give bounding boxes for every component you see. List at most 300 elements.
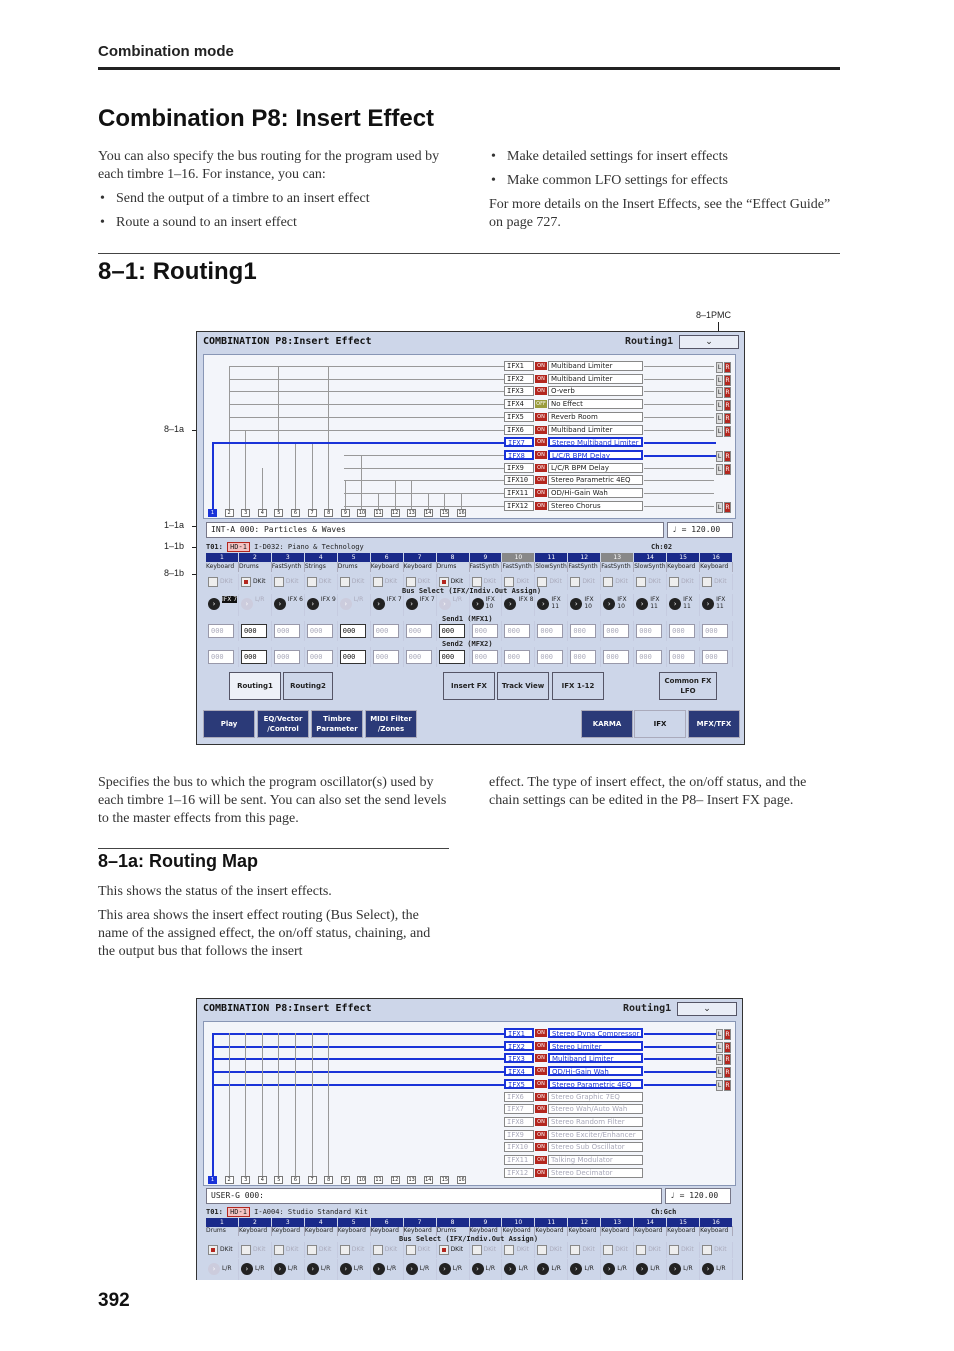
ifx-onoff-badge[interactable]: ON (535, 1029, 547, 1037)
bus-select-cell[interactable] (371, 594, 404, 616)
bus-select-arrow-button[interactable]: › (472, 598, 484, 610)
bus-select-cell[interactable] (239, 1259, 272, 1280)
timbre-select-button[interactable]: 7 (308, 1176, 317, 1184)
bus-select-arrow-button[interactable]: › (340, 1263, 352, 1275)
bus-select-arrow-button[interactable]: › (504, 598, 516, 610)
ifx-slot-1[interactable] (504, 361, 644, 371)
bus-select-arrow-button[interactable]: › (439, 1263, 451, 1275)
send1-cell[interactable] (667, 621, 700, 641)
tab-track-view[interactable]: Track View (497, 672, 549, 700)
dkit-checkbox[interactable] (472, 1245, 482, 1255)
dkit-checkbox[interactable] (504, 577, 514, 587)
send1-cell[interactable] (338, 621, 371, 641)
bus-select-cell[interactable] (667, 594, 700, 616)
tab-ifx-1-12[interactable]: IFX 1-12 (552, 672, 604, 700)
bus-select-cell[interactable] (206, 1259, 239, 1280)
ifx-slot-3[interactable] (504, 1053, 644, 1063)
screen2-page-name: Routing1 (623, 1003, 672, 1014)
bus-select-cell[interactable] (667, 1259, 700, 1280)
bus-select-arrow-button[interactable]: › (406, 1263, 418, 1275)
ifx-onoff-badge[interactable]: ON (535, 387, 547, 395)
bus-select-arrow-button[interactable]: › (669, 1263, 681, 1275)
timbre-select-button[interactable]: 1 (208, 1176, 217, 1184)
bus-select-arrow-button[interactable]: › (241, 598, 253, 610)
timbre-select-button[interactable]: 10 (358, 1177, 366, 1183)
lr-output (716, 451, 732, 460)
ifx-output-line (644, 1033, 716, 1035)
tab-common-fx-lfo[interactable]: Common FX LFO (659, 672, 717, 700)
ifx-slot-7[interactable] (504, 437, 644, 447)
send2-cell[interactable] (272, 647, 305, 667)
ifx-output-line (644, 506, 714, 507)
bus-select-arrow-button[interactable]: › (570, 598, 582, 610)
send1-cell[interactable] (404, 621, 437, 641)
bus-select-cell[interactable] (634, 1259, 667, 1280)
send2-cell[interactable] (502, 647, 535, 667)
ifx-slot-9[interactable] (504, 463, 644, 473)
send2-cell[interactable] (667, 647, 700, 667)
page-tab-ifx[interactable]: IFX (634, 710, 686, 738)
ifx-slot-6[interactable] (504, 425, 644, 435)
send2-cell[interactable] (305, 647, 338, 667)
send2-level-field[interactable]: 000 (472, 650, 498, 664)
send1-level-field[interactable]: 000 (208, 624, 234, 638)
ifx-onoff-badge[interactable]: ON (535, 489, 547, 497)
timbre-select-button[interactable]: 5 (274, 1176, 283, 1184)
send2-level-field[interactable]: 000 (439, 650, 465, 664)
timbre-select-button[interactable]: 11 (375, 1177, 382, 1183)
bus-select-arrow-button[interactable]: › (241, 1263, 253, 1275)
timbre-select-button[interactable]: 15 (441, 510, 449, 516)
timbre-select-button[interactable]: 13 (408, 510, 415, 516)
dkit-checkbox[interactable] (603, 1245, 613, 1255)
bus-select-cell[interactable] (700, 594, 733, 616)
ifx-onoff-badge[interactable]: ON (535, 375, 547, 383)
dkit-checkbox[interactable] (241, 577, 251, 587)
bus-select-cell[interactable] (338, 1259, 371, 1280)
timbre-select-button[interactable]: 1 (208, 509, 217, 517)
bus-select-value: L/R (584, 1265, 594, 1272)
ifx-onoff-badge[interactable]: ON (535, 502, 547, 510)
page-tab-play[interactable]: Play (203, 710, 255, 738)
bus-select-cell[interactable] (700, 1259, 733, 1280)
ifx-output-line (644, 1084, 716, 1086)
bus-select-cell[interactable] (305, 594, 338, 616)
dkit-checkbox[interactable] (406, 577, 416, 587)
dkit-label: DKit (648, 1246, 661, 1253)
bus-select-cell[interactable] (634, 594, 667, 616)
send1-level-field[interactable]: 000 (570, 624, 596, 638)
bus-select-value: L/R (452, 1265, 463, 1272)
send2-level-field[interactable]: 000 (570, 650, 596, 664)
bus-vertical-line (312, 1033, 313, 1176)
page-tab-mfx-tfx[interactable]: MFX/TFX (688, 710, 740, 738)
bus-select-cell[interactable] (601, 594, 634, 616)
send2-level-field[interactable]: 000 (702, 650, 728, 664)
send1-level-field[interactable]: 000 (603, 624, 629, 638)
send1-cell[interactable] (568, 621, 601, 641)
ifx-output-line (644, 1058, 716, 1060)
send1-level-field[interactable]: 000 (406, 624, 432, 638)
timbre-select-button[interactable]: 6 (291, 509, 300, 517)
ifx-onoff-badge[interactable]: ON (535, 1169, 547, 1177)
bus-select-value: L/R (419, 1265, 430, 1272)
page-tab-karma[interactable]: KARMA (581, 710, 633, 738)
timbre-select-button[interactable]: 12 (391, 510, 399, 516)
send1-level-field[interactable]: 000 (274, 624, 300, 638)
ifx-effect-name: Multiband Limiter (548, 425, 643, 435)
timbre-select-button[interactable]: 2 (225, 1176, 234, 1184)
send2-level-field[interactable]: 000 (636, 650, 662, 664)
send1-level-field[interactable]: 000 (373, 624, 399, 638)
tab-insert-fx[interactable]: Insert FX (443, 672, 495, 700)
bus-select-arrow-button[interactable]: › (702, 1263, 714, 1275)
timbre-select-button[interactable]: 7 (308, 509, 317, 517)
send2-cell[interactable] (601, 647, 634, 667)
bus-select-arrow-button[interactable]: › (373, 598, 385, 610)
page-tab-midi-filter-zones[interactable]: MIDI Filter /Zones (365, 710, 417, 738)
ifx-onoff-badge[interactable]: OFF (536, 401, 546, 408)
send1-level-field[interactable]: 000 (702, 624, 728, 638)
ifx-slot-10[interactable] (504, 475, 644, 485)
bus-select-arrow-button[interactable]: › (537, 1263, 549, 1275)
send2-cell[interactable] (239, 647, 272, 667)
send1-cell[interactable] (700, 621, 733, 641)
send1-level-field[interactable]: 000 (439, 624, 465, 638)
ifx-slot-4[interactable] (504, 399, 644, 409)
bus-select-arrow-button[interactable]: › (537, 598, 549, 610)
send2-cell[interactable] (634, 647, 667, 667)
timbre-select-button[interactable]: 8 (324, 509, 333, 517)
send1-level-field[interactable]: 000 (340, 624, 366, 638)
bus-vertical-line (295, 442, 296, 509)
bus-select-cell[interactable] (535, 1259, 568, 1280)
timbre-select-button[interactable]: 9 (341, 1176, 350, 1184)
send2-level-field[interactable]: 000 (504, 650, 530, 664)
bus-select-cell[interactable] (206, 594, 239, 616)
dkit-checkbox[interactable] (340, 577, 350, 587)
send1-cell[interactable] (272, 621, 305, 641)
bus-select-arrow-button[interactable]: › (274, 598, 286, 610)
timbre-select-button[interactable]: 10 (358, 510, 366, 516)
timbre-category-label: FastSynth (502, 562, 535, 572)
dkit-checkbox[interactable] (373, 577, 383, 587)
ifx-onoff-badge[interactable]: ON (535, 1156, 547, 1164)
dkit-checkbox[interactable] (340, 1245, 350, 1255)
ifx-onoff-badge[interactable]: ON (535, 464, 547, 472)
send1-cell[interactable] (502, 621, 535, 641)
ifx-output-line (644, 1071, 716, 1073)
timbre-select-button[interactable]: 2 (225, 509, 234, 517)
bus-select-cell[interactable] (502, 1259, 535, 1280)
dkit-checkbox[interactable] (537, 1245, 547, 1255)
dkit-checkbox[interactable] (669, 577, 679, 587)
tab-routing1[interactable]: Routing1 (229, 672, 281, 700)
send2-level-field[interactable]: 000 (406, 650, 432, 664)
timbre-select-button[interactable]: 6 (291, 1176, 300, 1184)
bus-select-arrow-button[interactable]: › (603, 1263, 615, 1275)
bus-select-arrow-button[interactable]: › (472, 1263, 484, 1275)
bus-select-arrow-button[interactable]: › (669, 598, 681, 610)
bus-select-arrow-button[interactable]: › (340, 598, 352, 610)
timbre-number-cell: 5 (338, 553, 371, 562)
ifx-onoff-badge[interactable]: ON (535, 1118, 547, 1126)
combination-name-field-2[interactable]: USER-G 000: (206, 1188, 662, 1204)
tempo-field[interactable]: ♩ = 120.00 (667, 522, 733, 538)
lr-right: R (725, 376, 730, 384)
dkit-label: DKit (483, 1246, 497, 1253)
send2-level-field[interactable]: 000 (373, 650, 399, 664)
lr-left: L (717, 414, 722, 422)
dkit-checkbox[interactable] (439, 577, 449, 587)
send1-level-field[interactable]: 000 (307, 624, 333, 638)
send1-cell[interactable] (470, 621, 503, 641)
dkit-checkbox[interactable] (208, 1245, 218, 1255)
ifx-slot-6[interactable] (504, 1092, 644, 1102)
ifx-slot-7[interactable] (504, 1104, 644, 1114)
send1-level-field[interactable]: 000 (241, 624, 267, 638)
lr-output (716, 387, 732, 396)
ifx-slot-1[interactable] (504, 1028, 644, 1038)
timbre-number-cell: 13 (601, 553, 634, 562)
lr-right: R (725, 465, 730, 473)
send1-cell[interactable] (437, 621, 470, 641)
dkit-cell (338, 574, 371, 590)
bus-select-arrow-button[interactable]: › (702, 598, 714, 610)
dkit-checkbox[interactable] (439, 1245, 449, 1255)
ifx-slot-2[interactable] (504, 374, 644, 384)
bus-select-arrow-button[interactable]: › (603, 598, 615, 610)
ifx-slot-11[interactable] (504, 488, 644, 498)
timbre-select-button[interactable]: 3 (241, 509, 250, 517)
ifx-slot-5[interactable] (504, 412, 644, 422)
bus-select-cell[interactable] (535, 594, 568, 616)
send1-cell[interactable] (601, 621, 634, 641)
bus-select-cell[interactable] (404, 1259, 437, 1280)
bullet-item: • Send the output of a timbre to an insert effect (98, 190, 443, 208)
ifx-onoff-badge[interactable]: ON (535, 1080, 547, 1088)
bus-horizontal-line (344, 480, 504, 481)
ifx-slot-2[interactable] (504, 1041, 644, 1051)
timbre-category-label: Keyboard (371, 1226, 404, 1236)
bus-select-cell[interactable] (404, 594, 437, 616)
send2-level-field[interactable]: 000 (241, 650, 267, 664)
ifx-onoff-badge[interactable]: ON (535, 1067, 547, 1075)
send2-cell[interactable] (437, 647, 470, 667)
timbre-select-button[interactable]: 16 (458, 510, 465, 516)
timbre-select-button[interactable]: 9 (341, 509, 350, 517)
bus-select-arrow-button[interactable]: › (373, 1263, 385, 1275)
send2-cell[interactable] (371, 647, 404, 667)
bus-select-arrow-button[interactable]: › (208, 598, 220, 610)
lr-right: R (725, 452, 730, 460)
send1-cell[interactable] (634, 621, 667, 641)
send2-cell[interactable] (535, 647, 568, 667)
bus-select-cell[interactable] (470, 594, 503, 616)
ifx-effect-name: Stereo Parametric 4EQ (548, 1079, 643, 1089)
send2-level-field[interactable]: 000 (603, 650, 629, 664)
dkit-cell (601, 1242, 634, 1258)
bus-select-cell[interactable] (371, 1259, 404, 1280)
timbre-select-button[interactable]: 4 (258, 1176, 267, 1184)
bus-select-arrow-button[interactable]: › (274, 1263, 286, 1275)
timbre-select-button[interactable]: 4 (258, 509, 267, 517)
timbre-select-button[interactable]: 12 (391, 1177, 399, 1183)
send2-cell[interactable] (404, 647, 437, 667)
bus-select-cell[interactable] (502, 594, 535, 616)
ifx-onoff-badge[interactable]: ON (535, 1143, 547, 1151)
timbre-select-button[interactable]: 15 (441, 1177, 449, 1183)
send1-cell[interactable] (206, 621, 239, 641)
ifx-onoff-badge[interactable]: ON (535, 1093, 547, 1101)
timbre-select-button[interactable]: 13 (408, 1177, 415, 1183)
lr-left: L (717, 389, 722, 397)
dkit-checkbox[interactable] (406, 1245, 416, 1255)
dkit-checkbox[interactable] (570, 1245, 580, 1255)
ifx-slot-10[interactable] (504, 1142, 644, 1152)
dkit-checkbox[interactable] (373, 1245, 383, 1255)
ifx-output-line (644, 1046, 716, 1048)
bus-select-value: L/R (254, 1265, 265, 1272)
send1-level-field[interactable]: 000 (537, 624, 563, 638)
bus-select-cell[interactable] (437, 1259, 470, 1280)
bus-select-cell[interactable] (568, 594, 601, 616)
ifx-slot-8[interactable] (504, 1117, 644, 1127)
ifx-slot-4[interactable] (504, 1066, 644, 1076)
page-tab-eq-vector-control[interactable]: EQ/Vector /Control (257, 710, 309, 738)
dkit-checkbox[interactable] (636, 1245, 646, 1255)
dkit-checkbox[interactable] (274, 577, 284, 587)
dkit-checkbox[interactable] (208, 577, 218, 587)
send2-level-field[interactable]: 000 (669, 650, 695, 664)
bus-select-arrow-button[interactable]: › (570, 1263, 582, 1275)
send2-cell[interactable] (700, 647, 733, 667)
ifx-onoff-badge[interactable]: ON (535, 362, 547, 370)
send2-cell[interactable] (568, 647, 601, 667)
bus-select-cell[interactable] (239, 594, 272, 616)
page-menu-button[interactable]: ⌄ (679, 335, 739, 349)
timbre-select-button[interactable]: 16 (458, 1177, 465, 1183)
send1-level-field[interactable]: 000 (472, 624, 498, 638)
send2-level-field[interactable]: 000 (274, 650, 300, 664)
bus-select-arrow-button[interactable]: › (208, 1263, 220, 1275)
bus-select-arrow-button[interactable]: › (504, 1263, 516, 1275)
ifx-onoff-badge[interactable]: ON (535, 1131, 547, 1139)
send1-cell[interactable] (371, 621, 404, 641)
send2-cell[interactable] (206, 647, 239, 667)
timbre-select-button[interactable]: 11 (375, 510, 382, 516)
ifx-onoff-badge[interactable]: ON (535, 426, 547, 434)
bus-select-cell[interactable] (470, 1259, 503, 1280)
dkit-checkbox[interactable] (603, 577, 613, 587)
dkit-checkbox[interactable] (307, 577, 317, 587)
bus-select-cell[interactable] (338, 594, 371, 616)
send2-level-field[interactable]: 000 (340, 650, 366, 664)
ifx-slot-5[interactable] (504, 1079, 644, 1089)
bus-select-cell[interactable] (272, 594, 305, 616)
bus-select-value: L/R (287, 1265, 298, 1272)
timbre-select-button[interactable]: 8 (324, 1176, 333, 1184)
bus-select-arrow-button[interactable]: › (307, 1263, 319, 1275)
bus-select-arrow-button[interactable]: › (439, 598, 451, 610)
dkit-checkbox[interactable] (669, 1245, 679, 1255)
timbre-select-button[interactable]: 14 (425, 1177, 432, 1183)
bus-select-cell[interactable] (601, 1259, 634, 1280)
bus-select-arrow-button[interactable]: › (636, 1263, 648, 1275)
ifx-onoff-badge[interactable]: ON (535, 1054, 547, 1062)
timbre-number-2: T01: (206, 1208, 223, 1216)
timbre-select-button[interactable]: 3 (241, 1176, 250, 1184)
bus-select-cell[interactable] (568, 1259, 601, 1280)
ifx-slot-12[interactable] (504, 1168, 644, 1178)
ifx-slot-12[interactable] (504, 501, 644, 511)
ifx-onoff-badge[interactable]: ON (535, 476, 547, 484)
lr-left: L (717, 1069, 722, 1077)
bus-select-arrow-button[interactable]: › (406, 598, 418, 610)
dkit-checkbox[interactable] (702, 577, 712, 587)
ifx-slot-9[interactable] (504, 1130, 644, 1140)
dkit-label: DKit (220, 578, 233, 585)
send1-level-field[interactable]: 000 (504, 624, 530, 638)
ifx-onoff-badge[interactable]: ON (535, 451, 547, 459)
send2-level-field[interactable]: 000 (307, 650, 333, 664)
combination-name-field[interactable]: INT-A 000: Particles & Waves (206, 522, 664, 538)
bus-select-cell[interactable] (272, 1259, 305, 1280)
timbre-program-row (206, 542, 733, 552)
ifx-onoff-badge[interactable]: ON (535, 1105, 547, 1113)
send1-level-field[interactable]: 000 (636, 624, 662, 638)
dkit-checkbox[interactable] (241, 1245, 251, 1255)
bus-vertical-line (328, 366, 329, 509)
send2-level-field[interactable]: 000 (208, 650, 234, 664)
dkit-checkbox[interactable] (636, 577, 646, 587)
page-tab-timbre-parameter[interactable]: Timbre Parameter (311, 710, 363, 738)
tab-routing2[interactable]: Routing2 (283, 672, 333, 700)
timbre-select-button[interactable]: 14 (425, 510, 432, 516)
send2-cell[interactable] (470, 647, 503, 667)
dkit-checkbox[interactable] (307, 1245, 317, 1255)
send2-cell[interactable] (338, 647, 371, 667)
timbre-select-button[interactable]: 5 (274, 509, 283, 517)
send1-cell[interactable] (239, 621, 272, 641)
dkit-checkbox[interactable] (504, 1245, 514, 1255)
dkit-cell (700, 1242, 733, 1258)
bus-horizontal-line (229, 366, 504, 367)
subsection-rule (98, 253, 840, 254)
dkit-checkbox[interactable] (570, 577, 580, 587)
bus-select-cell[interactable] (437, 594, 470, 616)
tempo-field-2[interactable]: ♩ = 120.00 (665, 1188, 731, 1204)
dkit-checkbox[interactable] (472, 577, 482, 587)
bus-select-cell[interactable] (305, 1259, 338, 1280)
ifx-onoff-badge[interactable]: ON (535, 438, 547, 446)
dkit-checkbox[interactable] (702, 1245, 712, 1255)
bus-select-arrow-button[interactable]: › (636, 598, 648, 610)
ifx-slot-11[interactable] (504, 1155, 644, 1165)
ifx-onoff-badge[interactable]: ON (535, 1042, 547, 1050)
ifx-onoff-badge[interactable]: ON (535, 413, 547, 421)
send1-cell[interactable] (305, 621, 338, 641)
send1-cell[interactable] (535, 621, 568, 641)
send2-level-field[interactable]: 000 (537, 650, 563, 664)
dkit-checkbox[interactable] (537, 577, 547, 587)
bus-select-arrow-button[interactable]: › (307, 598, 319, 610)
ifx-slot-3[interactable] (504, 386, 644, 396)
ifx-slot-8[interactable] (504, 450, 644, 460)
screen2-page-menu-button[interactable]: ⌄ (677, 1002, 737, 1016)
dkit-checkbox[interactable] (274, 1245, 284, 1255)
send1-level-field[interactable]: 000 (669, 624, 695, 638)
